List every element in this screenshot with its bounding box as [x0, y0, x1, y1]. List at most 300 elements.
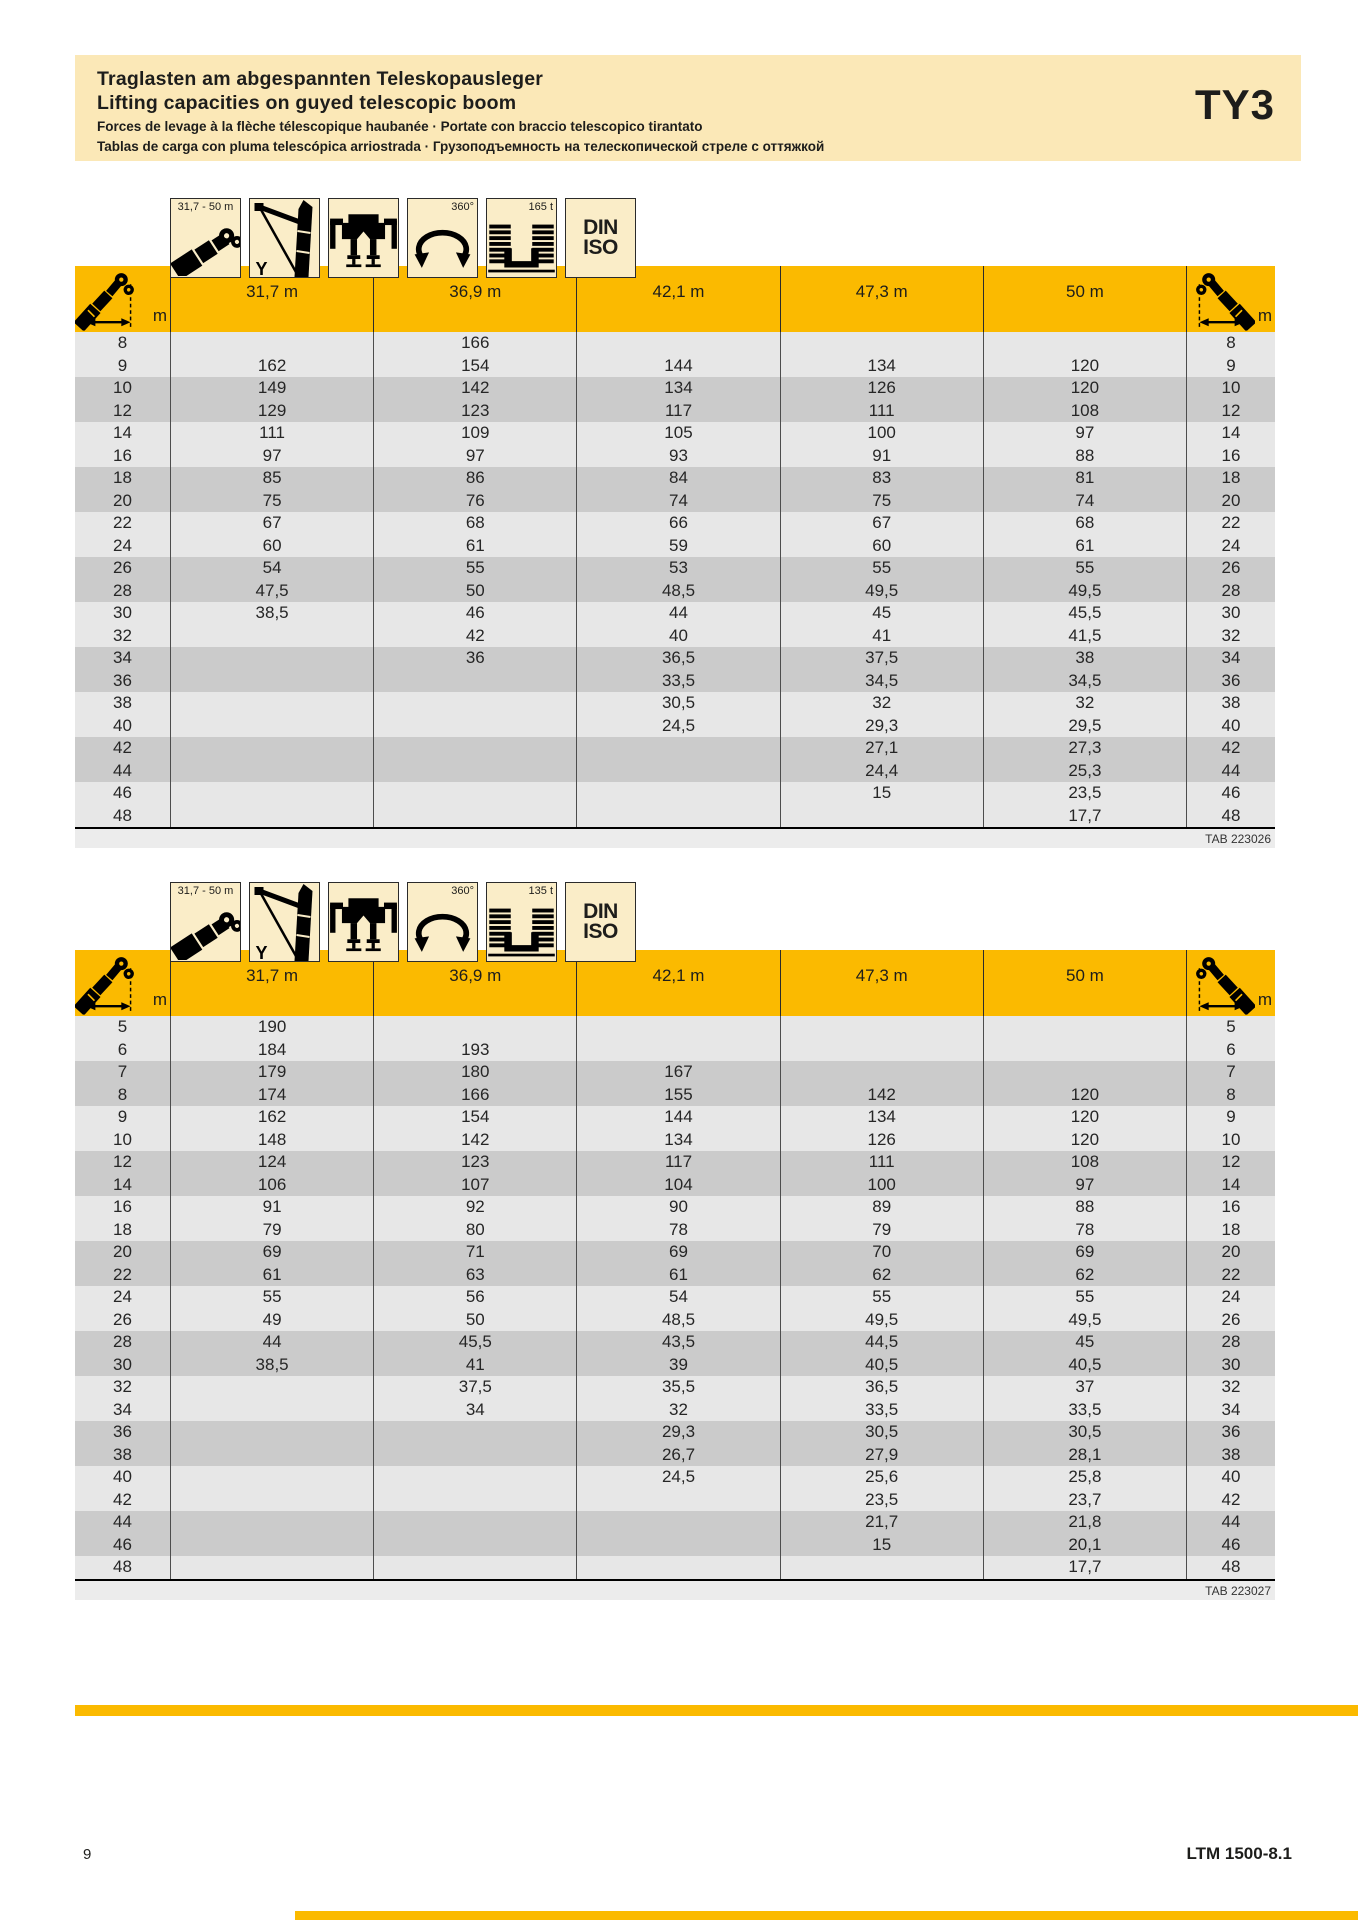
- load-value: 93: [576, 445, 779, 468]
- radius-value-left: 36: [113, 670, 132, 690]
- radius-value-right: 5: [1186, 1016, 1275, 1039]
- load-value: 48,5: [576, 580, 779, 603]
- load-value: 36,5: [576, 647, 779, 670]
- crane-radius-icon: [75, 268, 163, 332]
- capacity-table-165t: [75, 201, 1275, 848]
- radius-value-left: 18: [113, 1219, 132, 1239]
- load-value: 91: [780, 445, 983, 468]
- radius-value-right: 18: [1186, 467, 1275, 490]
- radius-value-right: 12: [1186, 1151, 1275, 1174]
- radius-value-right: 20: [1186, 490, 1275, 513]
- radius-value-right: 36: [1186, 670, 1275, 693]
- condition-icon-row: [170, 198, 644, 278]
- radius-value-right: 42: [1186, 1489, 1275, 1512]
- subtitle-spanish-russian: Tablas de carga con pluma telescópica arriostrada · Грузоподъемность на телескопической стреле с оттяжкой: [97, 138, 825, 154]
- slewing-range-icon: [407, 198, 478, 278]
- y-guying-icon: [249, 882, 320, 962]
- load-value: 129: [170, 400, 373, 423]
- radius-value-right: 28: [1186, 580, 1275, 603]
- load-value: [170, 332, 373, 355]
- table-row: [75, 445, 1275, 468]
- load-value: 111: [780, 400, 983, 423]
- table-row: [75, 737, 1275, 760]
- load-value: [780, 1039, 983, 1062]
- load-value: 55: [780, 1286, 983, 1309]
- column-header: 31,7 m: [170, 950, 373, 1016]
- radius-value-left: 20: [113, 490, 132, 510]
- radius-value-right: 26: [1186, 557, 1275, 580]
- table-row: [75, 355, 1275, 378]
- load-value: 49: [170, 1309, 373, 1332]
- radius-value-left: 7: [117, 1062, 128, 1081]
- load-value: 38: [983, 647, 1186, 670]
- table-row: [75, 625, 1275, 648]
- load-value: 45: [780, 602, 983, 625]
- radius-unit-left: m: [152, 306, 167, 325]
- load-value: [373, 1444, 576, 1467]
- load-value: 76: [373, 490, 576, 513]
- load-value: 35,5: [576, 1376, 779, 1399]
- radius-value-right: 40: [1186, 715, 1275, 738]
- load-value: 25,3: [983, 760, 1186, 783]
- load-value: 33,5: [576, 670, 779, 693]
- load-value: 30,5: [780, 1421, 983, 1444]
- load-value: 55: [983, 557, 1186, 580]
- din-iso-badge: [565, 198, 636, 278]
- load-value: 15: [780, 782, 983, 805]
- radius-value-left: 26: [113, 558, 132, 577]
- load-value: 27,3: [983, 737, 1186, 760]
- standard-iso: ISO: [583, 920, 618, 943]
- counterweight-icon: [486, 198, 557, 278]
- load-value: 37,5: [780, 647, 983, 670]
- load-value: 24,5: [576, 715, 779, 738]
- load-value: 117: [576, 400, 779, 423]
- load-value: 117: [576, 1151, 779, 1174]
- load-value: 190: [170, 1016, 373, 1039]
- table-row: [75, 1174, 1275, 1197]
- column-header: 42,1 m: [576, 266, 779, 332]
- radius-value-right: 42: [1186, 737, 1275, 760]
- column-header: 42,1 m: [576, 950, 779, 1016]
- radius-value-left: 8: [117, 333, 128, 352]
- table-reference: [75, 827, 1275, 848]
- load-value: 68: [983, 512, 1186, 535]
- radius-value-left: 9: [117, 355, 128, 375]
- outrigger-base-icon: [329, 887, 398, 957]
- load-value: 148: [170, 1129, 373, 1152]
- radius-corner-left: [75, 950, 170, 1016]
- table-row: [75, 1016, 1275, 1039]
- table-row: [75, 1061, 1275, 1084]
- load-value: 74: [983, 490, 1186, 513]
- load-value: 123: [373, 1151, 576, 1174]
- radius-value-left: 9: [117, 1107, 128, 1126]
- load-value: 55: [983, 1286, 1186, 1309]
- radius-value-right: 44: [1186, 760, 1275, 783]
- load-value: 124: [170, 1151, 373, 1174]
- load-value: [373, 1016, 576, 1039]
- load-value: 55: [170, 1286, 373, 1309]
- load-value: 29,3: [576, 1421, 779, 1444]
- load-value: 68: [373, 512, 576, 535]
- load-value: 49,5: [780, 580, 983, 603]
- table-row: [75, 782, 1275, 805]
- radius-value-left: 34: [113, 648, 132, 667]
- table-row: [75, 715, 1275, 738]
- table-row: [75, 1264, 1275, 1287]
- load-value: [373, 670, 576, 693]
- load-value: 166: [373, 332, 576, 355]
- load-value: 20,1: [983, 1534, 1186, 1557]
- table-row: [75, 1444, 1275, 1467]
- load-value: 25,8: [983, 1466, 1186, 1489]
- load-value: [373, 1556, 576, 1579]
- load-value: 90: [576, 1196, 779, 1219]
- table-row: [75, 400, 1275, 423]
- table-row: [75, 535, 1275, 558]
- title-english: Lifting capacities on guyed telescopic boom: [97, 91, 517, 114]
- load-value: 142: [780, 1084, 983, 1107]
- subtitle-french-italian: Forces de levage à la flèche télescopique haubanée · Portate con braccio telescopico tirantato: [97, 118, 703, 134]
- load-value: 41,5: [983, 625, 1186, 648]
- radius-value-left: 12: [113, 1152, 132, 1171]
- load-value: 37: [983, 1376, 1186, 1399]
- load-value: 100: [780, 422, 983, 445]
- load-value: 37,5: [373, 1376, 576, 1399]
- table-row: [75, 1489, 1275, 1512]
- outriggers-icon: [328, 198, 399, 278]
- load-value: 166: [373, 1084, 576, 1107]
- load-value: 50: [373, 580, 576, 603]
- table-row: [75, 1534, 1275, 1557]
- radius-value-right: 34: [1186, 647, 1275, 670]
- load-value: 107: [373, 1174, 576, 1197]
- radius-value-left: 34: [113, 1399, 132, 1419]
- table-row: [75, 332, 1275, 355]
- radius-value-right: 40: [1186, 1466, 1275, 1489]
- radius-value-left: 6: [117, 1039, 128, 1059]
- load-value: 67: [780, 512, 983, 535]
- radius-corner-right: [1186, 266, 1275, 332]
- load-value: 54: [170, 557, 373, 580]
- load-value: 61: [576, 1264, 779, 1287]
- load-value: 179: [170, 1061, 373, 1084]
- load-value: 155: [576, 1084, 779, 1107]
- load-value: [170, 692, 373, 715]
- load-value: 162: [170, 355, 373, 378]
- column-header: 47,3 m: [780, 950, 983, 1016]
- table-reference: [75, 1579, 1275, 1600]
- radius-unit-left: m: [152, 990, 167, 1009]
- radius-value-left: 28: [113, 580, 132, 600]
- load-value: 44: [170, 1331, 373, 1354]
- load-value: 17,7: [983, 805, 1186, 828]
- load-value: [170, 737, 373, 760]
- load-value: [373, 1421, 576, 1444]
- table-row: [75, 1399, 1275, 1422]
- table-row: [75, 1241, 1275, 1264]
- table-row: [75, 805, 1275, 828]
- load-value: 67: [170, 512, 373, 535]
- table-row: [75, 1084, 1275, 1107]
- load-value: [576, 805, 779, 828]
- table-row: [75, 1376, 1275, 1399]
- load-value: [576, 1016, 779, 1039]
- load-value: 32: [780, 692, 983, 715]
- load-value: 154: [373, 1106, 576, 1129]
- y-guying-icon: [249, 198, 320, 278]
- load-value: 54: [576, 1286, 779, 1309]
- load-value: 42: [373, 625, 576, 648]
- load-value: [983, 1061, 1186, 1084]
- radius-value-right: 6: [1186, 1039, 1275, 1062]
- tab-number: TAB 223026: [1205, 832, 1271, 846]
- table-row: [75, 512, 1275, 535]
- radius-value-left: 16: [113, 1197, 132, 1216]
- load-value: 29,5: [983, 715, 1186, 738]
- radius-value-right: 38: [1186, 692, 1275, 715]
- load-value: 134: [576, 1129, 779, 1152]
- radius-value-right: 14: [1186, 1174, 1275, 1197]
- load-value: 36,5: [780, 1376, 983, 1399]
- table-row: [75, 602, 1275, 625]
- load-value: 27,9: [780, 1444, 983, 1467]
- radius-value-left: 10: [113, 1129, 132, 1149]
- din-iso-badge: [565, 882, 636, 962]
- load-value: 75: [170, 490, 373, 513]
- load-value: 38,5: [170, 602, 373, 625]
- radius-value-right: 24: [1186, 535, 1275, 558]
- radius-value-left: 16: [113, 445, 132, 465]
- load-value: 69: [576, 1241, 779, 1264]
- radius-unit-right: m: [1257, 306, 1272, 325]
- load-value: [170, 1399, 373, 1422]
- boom-range-label: 31,7 - 50 m: [177, 885, 234, 897]
- radius-value-right: 16: [1186, 445, 1275, 468]
- table-body: [75, 332, 1275, 827]
- capacity-table-135t: [75, 885, 1275, 1600]
- load-value: 85: [170, 467, 373, 490]
- radius-value-left: 48: [113, 1557, 132, 1576]
- slewing-label: 360°: [451, 885, 474, 897]
- load-value: 41: [373, 1354, 576, 1377]
- counterweight-icon: [486, 882, 557, 962]
- load-value: 33,5: [983, 1399, 1186, 1422]
- radius-value-left: 36: [113, 1422, 132, 1441]
- load-value: 24,4: [780, 760, 983, 783]
- table-row: [75, 760, 1275, 783]
- radius-value-right: 18: [1186, 1219, 1275, 1242]
- table-row: [75, 1219, 1275, 1242]
- load-value: 104: [576, 1174, 779, 1197]
- table-row: [75, 1151, 1275, 1174]
- load-value: [170, 805, 373, 828]
- load-value: 78: [576, 1219, 779, 1242]
- load-value: 45: [983, 1331, 1186, 1354]
- radius-value-right: 34: [1186, 1399, 1275, 1422]
- load-value: 36: [373, 647, 576, 670]
- telescopic-boom-icon: [171, 905, 240, 961]
- load-value: 21,8: [983, 1511, 1186, 1534]
- load-value: [373, 805, 576, 828]
- load-value: [373, 1534, 576, 1557]
- load-value: [576, 760, 779, 783]
- table-row: [75, 490, 1275, 513]
- table-row: [75, 1466, 1275, 1489]
- load-value: 30,5: [983, 1421, 1186, 1444]
- load-value: 84: [576, 467, 779, 490]
- radius-value-left: 44: [113, 760, 132, 780]
- load-value: 33,5: [780, 1399, 983, 1422]
- load-value: [170, 782, 373, 805]
- load-value: 32: [576, 1399, 779, 1422]
- load-value: [373, 737, 576, 760]
- radius-value-left: 28: [113, 1332, 132, 1351]
- crane-radius-icon: [1167, 952, 1255, 1016]
- standard-din: DIN: [583, 900, 618, 924]
- load-value: 34,5: [983, 670, 1186, 693]
- load-value: 167: [576, 1061, 779, 1084]
- load-value: 109: [373, 422, 576, 445]
- table-row: [75, 1286, 1275, 1309]
- load-value: 89: [780, 1196, 983, 1219]
- load-value: 120: [983, 355, 1186, 378]
- slew-circle-icon: [408, 211, 477, 273]
- radius-value-left: 42: [113, 1489, 132, 1509]
- load-value: 88: [983, 445, 1186, 468]
- load-value: 55: [373, 557, 576, 580]
- load-value: 27,1: [780, 737, 983, 760]
- radius-value-right: 7: [1186, 1061, 1275, 1084]
- radius-value-right: 38: [1186, 1444, 1275, 1467]
- radius-value-right: 22: [1186, 1264, 1275, 1287]
- load-value: 61: [983, 535, 1186, 558]
- page-number: 9: [83, 1846, 92, 1863]
- load-value: [170, 715, 373, 738]
- load-value: 24,5: [576, 1466, 779, 1489]
- load-value: 126: [780, 377, 983, 400]
- radius-value-right: 26: [1186, 1309, 1275, 1332]
- table-row: [75, 1421, 1275, 1444]
- radius-corner-left: [75, 266, 170, 332]
- load-value: [780, 805, 983, 828]
- load-value: 174: [170, 1084, 373, 1107]
- load-value: 48,5: [576, 1309, 779, 1332]
- load-value: 63: [373, 1264, 576, 1287]
- load-value: [576, 782, 779, 805]
- condition-icon-row: [170, 882, 644, 962]
- load-value: 23,7: [983, 1489, 1186, 1512]
- load-value: [983, 1016, 1186, 1039]
- radius-value-left: 26: [113, 1309, 132, 1329]
- load-value: 108: [983, 400, 1186, 423]
- load-value: 66: [576, 512, 779, 535]
- crane-radius-icon: [75, 952, 163, 1016]
- telescopic-boom-icon: [171, 221, 240, 277]
- load-value: 45,5: [983, 602, 1186, 625]
- table-row: [75, 1309, 1275, 1332]
- load-value: [170, 1556, 373, 1579]
- slewing-range-icon: [407, 882, 478, 962]
- load-value: 149: [170, 377, 373, 400]
- slewing-label: 360°: [451, 201, 474, 213]
- load-value: 180: [373, 1061, 576, 1084]
- radius-value-left: 30: [113, 1354, 132, 1374]
- load-value: [780, 1556, 983, 1579]
- load-value: [373, 1466, 576, 1489]
- load-value: 97: [170, 445, 373, 468]
- column-header: 36,9 m: [373, 266, 576, 332]
- table-row: [75, 1039, 1275, 1062]
- radius-value-right: 30: [1186, 602, 1275, 625]
- load-value: 49,5: [780, 1309, 983, 1332]
- radius-value-left: 44: [113, 1512, 132, 1531]
- load-value: 40,5: [983, 1354, 1186, 1377]
- load-value: 45,5: [373, 1331, 576, 1354]
- load-value: [170, 1466, 373, 1489]
- table-row: [75, 1556, 1275, 1579]
- page-header: [75, 55, 1301, 161]
- load-value: 26,7: [576, 1444, 779, 1467]
- load-value: 120: [983, 1106, 1186, 1129]
- counterweight-label: 165 t: [528, 201, 553, 213]
- table-row: [75, 557, 1275, 580]
- load-value: 62: [780, 1264, 983, 1287]
- radius-value-right: 8: [1186, 1084, 1275, 1107]
- radius-value-left: 14: [113, 1174, 132, 1194]
- load-value: [983, 1039, 1186, 1062]
- load-value: 97: [373, 445, 576, 468]
- radius-value-left: 14: [113, 423, 132, 442]
- load-value: [373, 760, 576, 783]
- table-row: [75, 647, 1275, 670]
- load-value: [170, 1489, 373, 1512]
- load-value: 50: [373, 1309, 576, 1332]
- load-value: 70: [780, 1241, 983, 1264]
- load-value: [576, 1534, 779, 1557]
- table-row: [75, 377, 1275, 400]
- column-header: 50 m: [983, 950, 1186, 1016]
- load-value: 69: [170, 1241, 373, 1264]
- load-value: [170, 647, 373, 670]
- tab-number: TAB 223027: [1205, 1583, 1271, 1598]
- radius-value-left: 24: [113, 1287, 132, 1306]
- load-value: 97: [983, 1174, 1186, 1197]
- radius-value-right: 20: [1186, 1241, 1275, 1264]
- radius-value-right: 36: [1186, 1421, 1275, 1444]
- load-value: [170, 625, 373, 648]
- load-value: [170, 1444, 373, 1467]
- table-row: [75, 692, 1275, 715]
- column-header: 47,3 m: [780, 266, 983, 332]
- load-value: [373, 782, 576, 805]
- boom-length-icon: [170, 882, 241, 962]
- load-value: 134: [576, 377, 779, 400]
- load-value: [373, 1489, 576, 1512]
- boom-config-code: TY3: [1194, 81, 1275, 128]
- load-value: 49,5: [983, 580, 1186, 603]
- radius-value-left: 38: [113, 1444, 132, 1464]
- table-row: [75, 1196, 1275, 1219]
- load-value: 60: [170, 535, 373, 558]
- radius-value-right: 44: [1186, 1511, 1275, 1534]
- load-value: 142: [373, 377, 576, 400]
- load-value: [170, 1421, 373, 1444]
- radius-value-right: 48: [1186, 805, 1275, 828]
- load-value: 23,5: [983, 782, 1186, 805]
- load-value: 120: [983, 1129, 1186, 1152]
